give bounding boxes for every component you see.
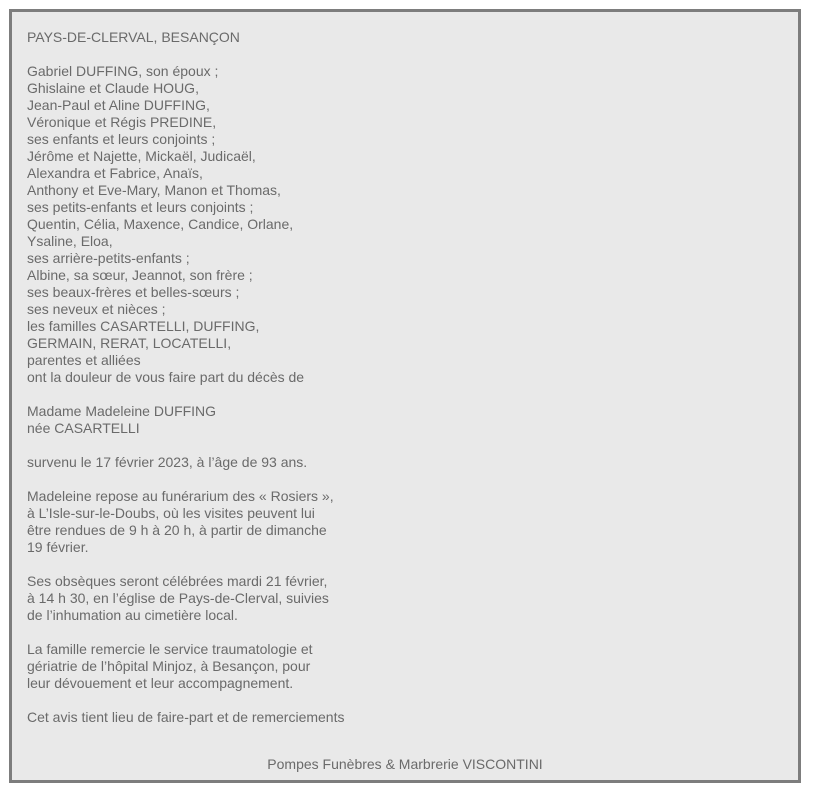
family-line: ses petits-enfants et leurs conjoints ; [27,199,254,215]
thanks-paragraph [27,641,767,692]
visitation-paragraph [27,488,767,556]
visitation-line: à L’Isle-sur-le-Doubs, où les visites peuvent lui [27,505,315,521]
visitation-line: Madeleine repose au funérarium des « Rosiers », [27,488,334,504]
family-line: Ysaline, Eloa, [27,233,113,249]
funeral-home-signature: Pompes Funèbres & Marbrerie VISCONTINI [267,756,543,772]
family-line: Alexandra et Fabrice, Anaïs, [27,165,203,181]
family-line: Quentin, Célia, Maxence, Candice, Orlane, [27,216,294,232]
notice-body [27,29,767,726]
obituary-notice [9,9,801,783]
family-line: ses neveux et nièces ; [27,301,166,317]
family-line: ses enfants et leurs conjoints ; [27,131,216,147]
family-line: Jean-Paul et Aline DUFFING, [27,97,210,113]
thanks-line: gériatrie de l’hôpital Minjoz, à Besançon, pour [27,658,311,674]
funeral-line: à 14 h 30, en l’église de Pays-de-Clerval, suivies [27,590,329,606]
family-line: ses beaux-frères et belles-sœurs ; [27,284,240,300]
family-line: Gabriel DUFFING, son époux ; [27,63,219,79]
visitation-line: être rendues de 9 h à 20 h, à partir de dimanche [27,522,327,538]
family-line: ses arrière-petits-enfants ; [27,250,190,266]
death-info: survenu le 17 février 2023, à l’âge de 93 ans. [27,454,308,470]
family-line: GERMAIN, RERAT, LOCATELLI, [27,335,232,351]
family-line: Ghislaine et Claude HOUG, [27,80,199,96]
deceased-name: Madame Madeleine DUFFING [27,403,217,419]
thanks-line: La famille remercie le service traumatologie et [27,641,313,657]
visitation-line: 19 février. [27,539,89,555]
funeral-paragraph [27,573,767,624]
family-line: les familles CASARTELLI, DUFFING, [27,318,260,334]
family-line: Albine, sa sœur, Jeannot, son frère ; [27,267,253,283]
deceased-maiden-name: née CASARTELLI [27,420,140,436]
closing-line: Cet avis tient lieu de faire-part et de remerciements [27,709,345,725]
funeral-line: de l’inhumation au cimetière local. [27,607,238,623]
family-line: Anthony et Eve-Mary, Manon et Thomas, [27,182,281,198]
family-line: Véronique et Régis PREDINE, [27,114,217,130]
thanks-line: leur dévouement et leur accompagnement. [27,675,294,691]
family-line: Jérôme et Najette, Mickaël, Judicaël, [27,148,256,164]
family-line: ont la douleur de vous faire part du décès de [27,369,305,385]
family-line: parentes et alliées [27,352,141,368]
family-list [27,63,767,386]
notice-header: PAYS-DE-CLERVAL, BESANÇON [27,29,240,45]
funeral-line: Ses obsèques seront célébrées mardi 21 février, [27,573,328,589]
